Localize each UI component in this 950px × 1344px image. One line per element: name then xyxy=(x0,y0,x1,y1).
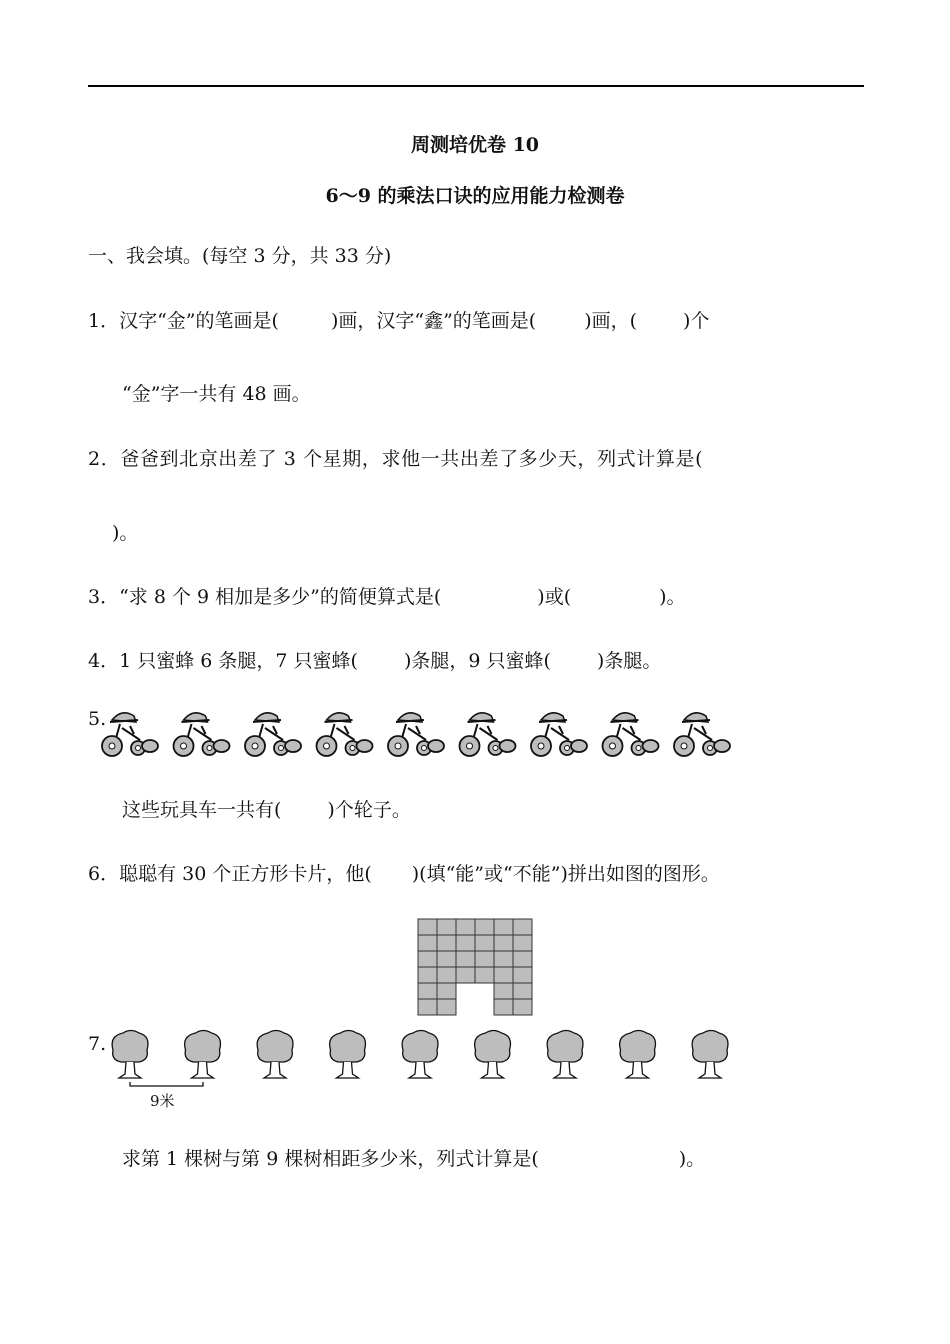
question-2 xyxy=(88,444,703,471)
q2-text-a: 爸爸到北京出差了 3 个星期，求他一共出差了多少天，列式计算是( xyxy=(120,448,704,470)
square-card xyxy=(437,919,456,935)
tree-icon xyxy=(620,1031,656,1079)
toy-car-icon xyxy=(317,713,373,756)
toy-car-icon xyxy=(603,713,659,756)
square-card xyxy=(494,935,513,951)
tree-icon xyxy=(692,1031,728,1079)
tree-icon xyxy=(112,1031,148,1079)
section-heading: 一、我会填。(每空 3 分，共 33 分) xyxy=(88,245,392,267)
toy-cars-row xyxy=(100,706,730,766)
tree-icon xyxy=(402,1031,438,1079)
q2-text-b: )。 xyxy=(112,522,139,544)
square-card xyxy=(475,967,494,983)
distance-label: 9米 xyxy=(150,1092,175,1110)
square-card xyxy=(437,935,456,951)
square-card xyxy=(418,967,437,983)
toy-car-icon xyxy=(245,713,301,756)
square-card xyxy=(418,983,437,999)
square-card xyxy=(513,919,532,935)
q4-text-c: )条腿。 xyxy=(596,650,662,672)
question-4 xyxy=(88,646,661,673)
tree-icon xyxy=(475,1031,511,1079)
square-card xyxy=(437,983,456,999)
square-card xyxy=(456,951,475,967)
page-subtitle: 6～9 的乘法口诀的应用能力检测卷 xyxy=(325,185,625,207)
question-1-line2: “金”字一共有 48 画。 xyxy=(122,383,311,405)
q6-text-a: 聪聪有 30 个正方形卡片，他( xyxy=(119,863,372,885)
q5-text-a: 这些玩具车一共有( xyxy=(122,799,282,821)
q5-number: 5. xyxy=(88,708,107,730)
q6-number: 6． xyxy=(88,863,120,885)
question-5 xyxy=(122,795,411,822)
square-card xyxy=(418,951,437,967)
tree-icon xyxy=(547,1031,583,1079)
page-title: 周测培优卷 10 xyxy=(410,134,540,156)
toy-car-icon xyxy=(460,713,516,756)
square-card xyxy=(494,951,513,967)
q7-number: 7. xyxy=(88,1033,107,1055)
q7-text-a: 求第 1 棵树与第 9 棵树相距多少米，列式计算是( xyxy=(122,1148,539,1170)
square-card xyxy=(475,919,494,935)
toy-car-icon xyxy=(674,713,730,756)
q3-text-c: )。 xyxy=(659,586,686,608)
q1-text-c: )画，( xyxy=(584,310,638,332)
square-card xyxy=(437,967,456,983)
square-card xyxy=(513,951,532,967)
q1-text-b: )画，汉字“鑫”的笔画是( xyxy=(330,310,537,332)
square-card xyxy=(475,935,494,951)
tree-icon xyxy=(257,1031,293,1079)
question-3 xyxy=(88,582,686,609)
q3-text-a: “求 8 个 9 相加是多少”的简便算式是( xyxy=(119,586,442,608)
distance-bracket xyxy=(130,1082,203,1086)
square-card xyxy=(513,967,532,983)
square-card xyxy=(475,951,494,967)
square-card xyxy=(418,919,437,935)
square-card xyxy=(437,999,456,1015)
question-2-line2 xyxy=(88,518,138,545)
q4-text-b: )条腿，9 只蜜蜂( xyxy=(403,650,551,672)
top-rule xyxy=(88,85,864,87)
toy-car-icon xyxy=(388,713,444,756)
square-card xyxy=(418,935,437,951)
square-card xyxy=(437,951,456,967)
trees-row xyxy=(105,1030,745,1110)
toy-car-icon xyxy=(531,713,587,756)
square-card xyxy=(494,919,513,935)
square-card xyxy=(494,999,513,1015)
q4-number: 4． xyxy=(88,650,120,672)
square-card xyxy=(456,919,475,935)
question-1 xyxy=(88,306,709,333)
square-card xyxy=(456,967,475,983)
square-card xyxy=(513,983,532,999)
q1-text-a: 汉字“金”的笔画是( xyxy=(119,310,279,332)
square-card xyxy=(418,999,437,1015)
tree-icon xyxy=(330,1031,366,1079)
question-6 xyxy=(88,859,720,886)
q1-text-d: )个 xyxy=(683,310,710,332)
q6-text-b: )(填“能”或“不能”)拼出如图的图形。 xyxy=(411,863,720,885)
q3-number: 3． xyxy=(88,586,120,608)
q7-text-b: )。 xyxy=(678,1148,706,1170)
square-card xyxy=(513,999,532,1015)
square-card-figure xyxy=(417,918,533,1016)
square-card xyxy=(513,935,532,951)
q4-text-a: 1 只蜜蜂 6 条腿，7 只蜜蜂( xyxy=(119,650,358,672)
question-7 xyxy=(122,1144,705,1171)
tree-icon xyxy=(185,1031,221,1079)
q3-text-b: )或( xyxy=(537,586,572,608)
toy-car-icon xyxy=(102,713,158,756)
q5-text-b: )个轮子。 xyxy=(327,799,411,821)
square-card xyxy=(456,935,475,951)
q2-number: 2． xyxy=(88,448,121,470)
square-card xyxy=(494,967,513,983)
toy-car-icon xyxy=(174,713,230,756)
q1-number: 1． xyxy=(88,310,120,332)
square-card xyxy=(494,983,513,999)
